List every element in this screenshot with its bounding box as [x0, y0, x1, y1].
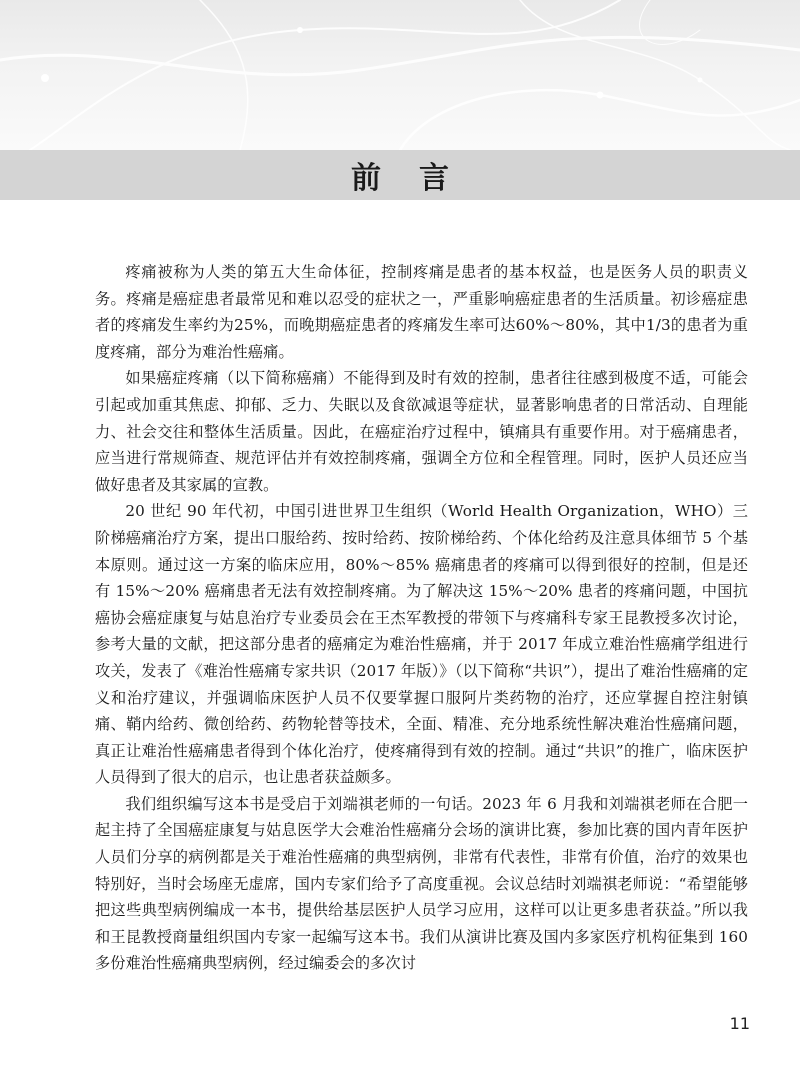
- page-number: 11: [729, 1014, 750, 1033]
- decorative-network-graphic: [0, 0, 800, 150]
- header-banner: [0, 0, 800, 150]
- body-text: [95, 259, 748, 977]
- paragraph: 如果癌症疼痛（以下简称癌痛）不能得到及时有效的控制，患者往往感到极度不适，可能会引起或加重其焦虑、抑郁、乏力、失眠以及食欲减退等症状，显著影响患者的日常活动、自理能力、社会交往和整体生活质量。因此，在癌症治疗过程中，镇痛具有重要作用。对于癌痛患者，应当进行常规筛查、规范评估并有效控制疼痛，强调全方位和全程管理。同时，医护人员还应当做好患者及其家属的宣教。: [95, 369, 748, 494]
- paragraph: 我们组织编写这本书是受启于刘端祺老师的一句话。2023 年 6 月我和刘端祺老师在合肥一起主持了全国癌症康复与姑息医学大会难治性癌痛分会场的演讲比赛，参加比赛的国内青年医护人员们分享的病例都是关于难治性癌痛的典型病例，非常有代表性，非常有价值，治疗的效果也特别好，当时会场座无虚席，国内专家们给予了高度重视。会议总结时刘端祺老师说：“希望能够把这些典型病例编成一本书，提供给基层医护人员学习应用，这样可以让更多患者获益。”所以我和王昆教授商量组织国内专家一起编写这本书。我们从演讲比赛及国内多家医疗机构征集到 160 多份难治性癌痛典型病例，经过编委会的多次讨: [95, 794, 748, 973]
- paragraph: 20 世纪 90 年代初，中国引进世界卫生组织（World Health Organization，WHO）三阶梯癌痛治疗方案，提出口服给药、按时给药、按阶梯给药、个体化给药及注意具体细节 5 个基本原则。通过这一方案的临床应用，80%～85% 癌痛患者的疼痛可以得到很好的控制，但是还有 15%～20% 癌痛患者无法有效控制疼痛。为了解决这 15%～20% 患者的疼痛问题，中国抗癌协会癌症康复与姑息治疗专业委员会在王杰军教授的带领下与疼痛科专家王昆教授多次讨论，参考大量的文献，把这部分患者的癌痛定为难治性癌痛，并于 2017 年成立难治性癌痛学组进行攻关，发表了《难治性癌痛专家共识（2017 年版）》（以下简称“共识”），提出了难治性癌痛的定义和治疗建议，并强调临床医护人员不仅要掌握口服阿片类药物的治疗，还应掌握自控注射镇痛、鞘内给药、微创给药、药物轮替等技术，全面、精准、充分地系统性解决难治性癌痛问题，真正让难治性癌痛患者得到个体化治疗，使疼痛得到有效的控制。通过“共识”的推广，临床医护人员得到了很大的启示，也让患者获益颇多。: [95, 502, 748, 787]
- title-bar: [0, 150, 800, 200]
- page-title: 前言: [351, 161, 487, 196]
- paragraph: 疼痛被称为人类的第五大生命体征，控制疼痛是患者的基本权益，也是医务人员的职责义务。疼痛是癌症患者最常见和难以忍受的症状之一，严重影响癌症患者的生活质量。初诊癌症患者的疼痛发生率约为25%，而晚期癌症患者的疼痛发生率可达60%～80%，其中1/3的患者为重度疼痛，部分为难治性癌痛。: [95, 263, 748, 361]
